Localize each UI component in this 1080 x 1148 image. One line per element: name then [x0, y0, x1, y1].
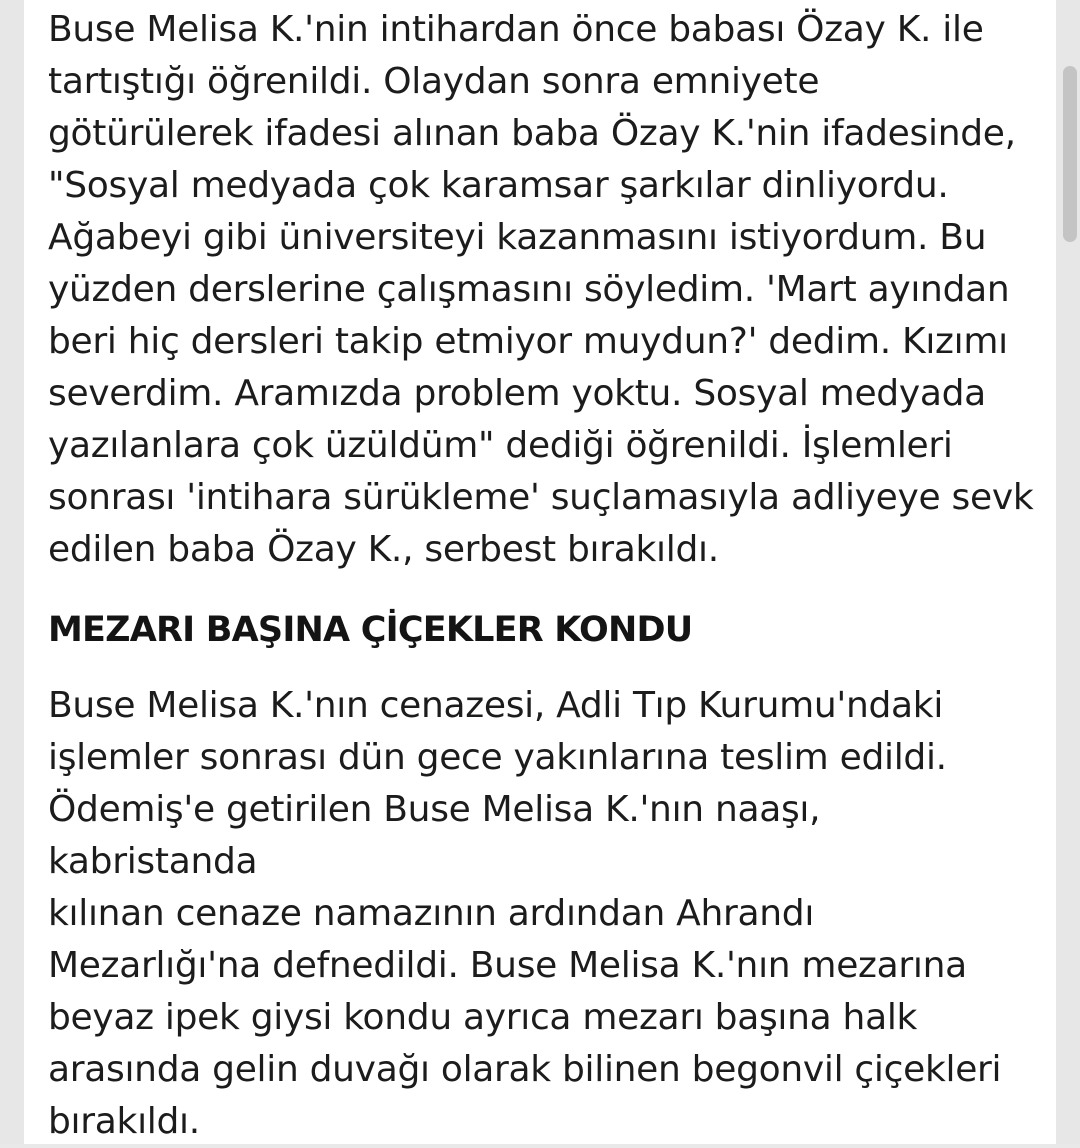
- article-body: [24, 0, 1056, 1144]
- section-heading: MEZARI BAŞINA ÇİÇEKLER KONDU: [48, 610, 693, 650]
- page-margin-left: [0, 0, 24, 1144]
- article-paragraph: Buse Melisa K.'nin intihardan önce babası Özay K. ile tartıştığı öğrenildi. Olaydan sonra emniyete götürülerek ifadesi alınan baba Özay K.'nin ifadesinde, "Sosyal medyada çok karamsar şarkılar dinliyordu. Ağabeyi gibi üniversiteyi kazanmasını istiyordum. Bu yüzden derslerine çalışmasını söyledim. 'Mart ayından beri hiç dersleri takip etmiyor muydun?' dedim. Kızımı severdim. Aramızda problem yoktu. Sosyal medyada yazılanlara çok üzüldüm" dediği öğrenildi. İşlemleri sonrası 'intihara sürükleme' suçlamasıyla adliyeye sevk edilen baba Özay K., serbest bırakıldı.: [48, 9, 1034, 570]
- scrollbar-thumb[interactable]: [1063, 66, 1077, 242]
- article-content: [48, 4, 1038, 1148]
- article-paragraph: Buse Melisa K.'nın cenazesi, Adli Tıp Kurumu'ndaki işlemler sonrası dün gece yakınlarına teslim edildi. Ödemiş'e getirilen Buse Melisa K.'nın naaşı, kabristanda kılınan cenaze namazının ardından Ahrandı Mezarlığı'na defnedildi. Buse Melisa K.'nın mezarına beyaz ipek giysi kondu ayrıca mezarı başına halk arasında gelin duvağı olarak bilinen begonvil çiçekleri bırakıldı.: [48, 685, 1002, 1142]
- scrollbar[interactable]: [1063, 0, 1077, 1144]
